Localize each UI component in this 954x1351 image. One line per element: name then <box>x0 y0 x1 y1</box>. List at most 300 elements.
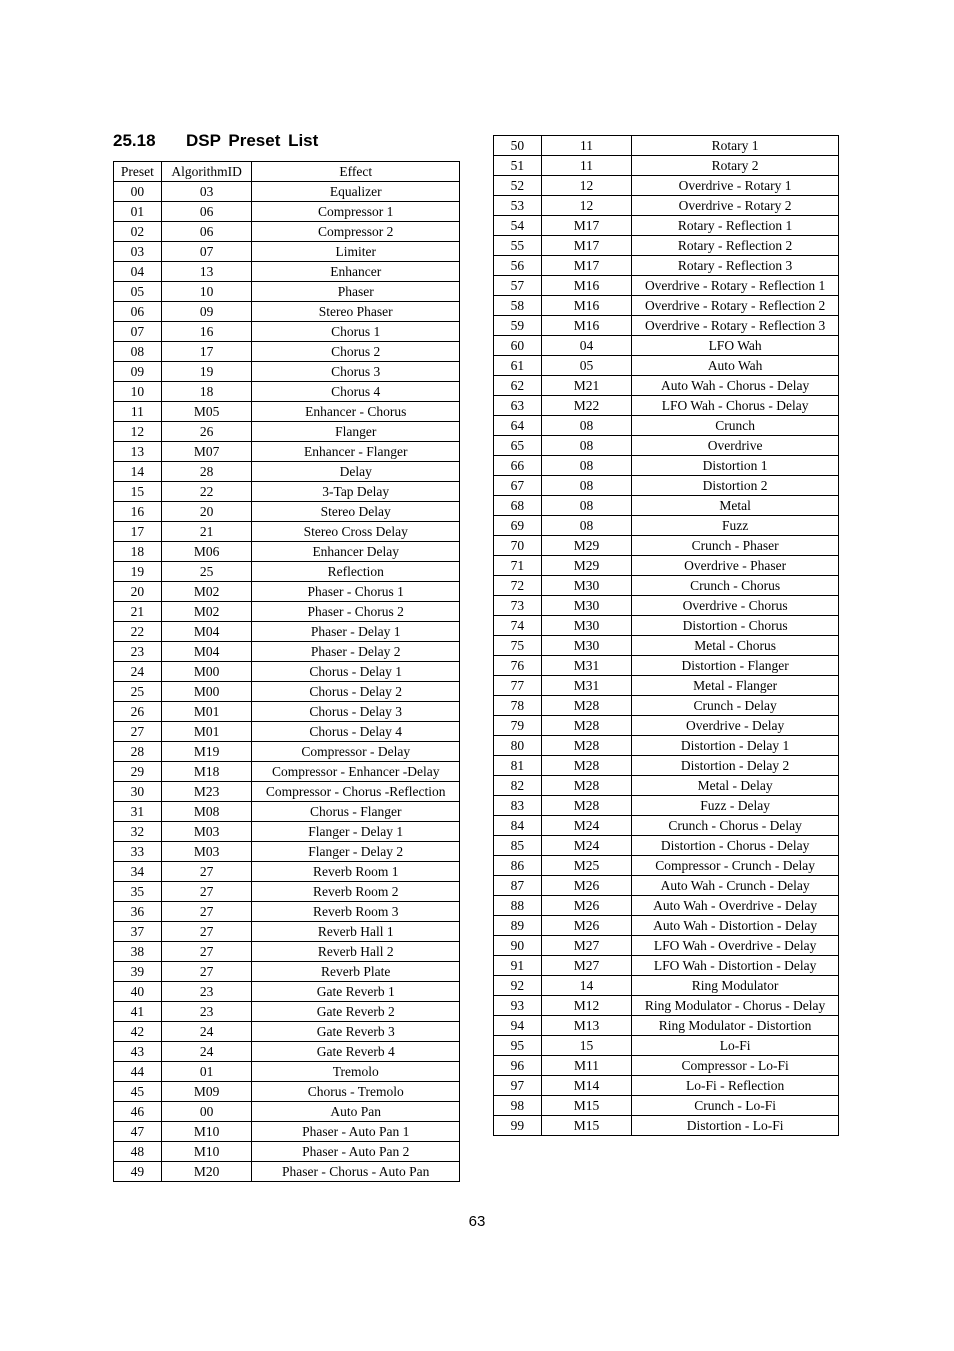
effect-cell: Rotary - Reflection 2 <box>632 236 839 256</box>
table-row <box>114 702 460 722</box>
table-row <box>114 1102 460 1122</box>
preset-cell: 97 <box>494 1076 542 1096</box>
effect-cell: Ring Modulator <box>632 976 839 996</box>
algorithm-id-cell: 16 <box>161 322 252 342</box>
table-row <box>494 336 839 356</box>
table-row <box>114 262 460 282</box>
effect-cell: Auto Wah - Distortion - Delay <box>632 916 839 936</box>
effect-cell: Rotary - Reflection 1 <box>632 216 839 236</box>
table-row <box>114 922 460 942</box>
algorithm-id-cell: M30 <box>541 596 631 616</box>
preset-cell: 05 <box>114 282 162 302</box>
preset-cell: 40 <box>114 982 162 1002</box>
effect-cell: Ring Modulator - Distortion <box>632 1016 839 1036</box>
algorithm-id-cell: M17 <box>541 236 631 256</box>
effect-cell: LFO Wah - Chorus - Delay <box>632 396 839 416</box>
table-row <box>494 136 839 156</box>
table-row <box>114 1042 460 1062</box>
effect-cell: Metal - Chorus <box>632 636 839 656</box>
preset-cell: 18 <box>114 542 162 562</box>
effect-cell: Distortion - Flanger <box>632 656 839 676</box>
algorithm-id-cell: M27 <box>541 956 631 976</box>
table-row <box>494 236 839 256</box>
effect-cell: Equalizer <box>252 182 460 202</box>
preset-cell: 14 <box>114 462 162 482</box>
preset-cell: 13 <box>114 442 162 462</box>
preset-cell: 10 <box>114 382 162 402</box>
effect-cell: Reflection <box>252 562 460 582</box>
table-row <box>494 256 839 276</box>
table-row <box>494 616 839 636</box>
preset-cell: 03 <box>114 242 162 262</box>
algorithm-id-cell: M22 <box>541 396 631 416</box>
effect-cell: Tremolo <box>252 1062 460 1082</box>
table-row <box>114 822 460 842</box>
effect-cell: LFO Wah - Distortion - Delay <box>632 956 839 976</box>
table-row <box>114 242 460 262</box>
effect-cell: Chorus 2 <box>252 342 460 362</box>
table-row <box>114 902 460 922</box>
table-row <box>114 942 460 962</box>
algorithm-id-cell: 05 <box>541 356 631 376</box>
preset-cell: 63 <box>494 396 542 416</box>
effect-cell: LFO Wah <box>632 336 839 356</box>
preset-cell: 06 <box>114 302 162 322</box>
table-row <box>494 936 839 956</box>
algorithm-id-cell: M11 <box>541 1056 631 1076</box>
algorithm-id-cell: 23 <box>161 982 252 1002</box>
algorithm-id-cell: 27 <box>161 862 252 882</box>
effect-cell: Flanger - Delay 2 <box>252 842 460 862</box>
preset-cell: 91 <box>494 956 542 976</box>
table-row <box>114 442 460 462</box>
preset-cell: 31 <box>114 802 162 822</box>
table-row <box>494 156 839 176</box>
table-row <box>114 402 460 422</box>
effect-cell: 3-Tap Delay <box>252 482 460 502</box>
algorithm-id-cell: M00 <box>161 662 252 682</box>
table-row <box>494 576 839 596</box>
algorithm-id-cell: M14 <box>541 1076 631 1096</box>
effect-cell: Distortion - Delay 2 <box>632 756 839 776</box>
algorithm-id-cell: M16 <box>541 316 631 336</box>
algorithm-id-cell: M00 <box>161 682 252 702</box>
table-row <box>114 1062 460 1082</box>
algorithm-id-cell: 06 <box>161 222 252 242</box>
effect-cell: Lo-Fi - Reflection <box>632 1076 839 1096</box>
effect-cell: Rotary 1 <box>632 136 839 156</box>
preset-cell: 46 <box>114 1102 162 1122</box>
preset-cell: 52 <box>494 176 542 196</box>
algorithm-id-cell: 13 <box>161 262 252 282</box>
preset-cell: 68 <box>494 496 542 516</box>
algorithm-id-cell: 12 <box>541 196 631 216</box>
table-row <box>494 1116 839 1136</box>
preset-cell: 60 <box>494 336 542 356</box>
table-row <box>114 722 460 742</box>
table-row <box>114 1022 460 1042</box>
table-row <box>114 1162 460 1182</box>
algorithm-id-cell: M04 <box>161 622 252 642</box>
table-row <box>494 556 839 576</box>
algorithm-id-cell: M28 <box>541 696 631 716</box>
table-row <box>114 282 460 302</box>
effect-cell: Distortion 1 <box>632 456 839 476</box>
preset-cell: 09 <box>114 362 162 382</box>
table-row <box>494 216 839 236</box>
preset-cell: 19 <box>114 562 162 582</box>
algorithm-id-cell: M21 <box>541 376 631 396</box>
effect-cell: Compressor - Enhancer -Delay <box>252 762 460 782</box>
algorithm-id-cell: M08 <box>161 802 252 822</box>
algorithm-id-cell: M19 <box>161 742 252 762</box>
effect-cell: Distortion - Lo-Fi <box>632 1116 839 1136</box>
preset-cell: 82 <box>494 776 542 796</box>
table-row <box>114 1002 460 1022</box>
table-row <box>494 1076 839 1096</box>
effect-cell: Stereo Delay <box>252 502 460 522</box>
table-row <box>494 976 839 996</box>
effect-cell: Stereo Phaser <box>252 302 460 322</box>
effect-cell: Flanger <box>252 422 460 442</box>
algorithm-id-cell: 08 <box>541 496 631 516</box>
algorithm-id-cell: M25 <box>541 856 631 876</box>
preset-cell: 66 <box>494 456 542 476</box>
table-row <box>114 882 460 902</box>
effect-cell: Lo-Fi <box>632 1036 839 1056</box>
effect-cell: Flanger - Delay 1 <box>252 822 460 842</box>
algorithm-id-cell: M02 <box>161 582 252 602</box>
algorithm-id-cell: 08 <box>541 456 631 476</box>
preset-cell: 71 <box>494 556 542 576</box>
effect-cell: Reverb Room 3 <box>252 902 460 922</box>
preset-cell: 30 <box>114 782 162 802</box>
algorithm-id-cell: M10 <box>161 1122 252 1142</box>
table-row <box>494 436 839 456</box>
effect-cell: Phaser - Chorus 1 <box>252 582 460 602</box>
page-number: 63 <box>468 1213 486 1230</box>
effect-cell: Limiter <box>252 242 460 262</box>
effect-cell: Compressor - Delay <box>252 742 460 762</box>
preset-cell: 49 <box>114 1162 162 1182</box>
preset-cell: 41 <box>114 1002 162 1022</box>
table-row <box>114 862 460 882</box>
effect-cell: Fuzz - Delay <box>632 796 839 816</box>
effect-cell: Enhancer Delay <box>252 542 460 562</box>
preset-table-right <box>493 135 839 1136</box>
table-row <box>114 762 460 782</box>
table-row <box>114 202 460 222</box>
section-heading <box>113 128 318 154</box>
preset-cell: 64 <box>494 416 542 436</box>
preset-cell: 62 <box>494 376 542 396</box>
algorithm-id-cell: M10 <box>161 1142 252 1162</box>
preset-cell: 27 <box>114 722 162 742</box>
preset-cell: 53 <box>494 196 542 216</box>
algorithm-id-cell: 27 <box>161 942 252 962</box>
effect-cell: Crunch - Delay <box>632 696 839 716</box>
effect-cell: Chorus - Delay 4 <box>252 722 460 742</box>
table-row <box>494 636 839 656</box>
preset-cell: 24 <box>114 662 162 682</box>
effect-cell: Phaser - Delay 2 <box>252 642 460 662</box>
effect-cell: Phaser - Chorus - Auto Pan <box>252 1162 460 1182</box>
table-row <box>114 482 460 502</box>
effect-cell: Overdrive - Rotary - Reflection 1 <box>632 276 839 296</box>
table-row <box>114 582 460 602</box>
table-row <box>494 916 839 936</box>
table-row <box>494 196 839 216</box>
preset-cell: 94 <box>494 1016 542 1036</box>
table-row <box>114 1142 460 1162</box>
table-row <box>114 302 460 322</box>
algorithm-id-cell: 27 <box>161 882 252 902</box>
preset-cell: 12 <box>114 422 162 442</box>
preset-cell: 57 <box>494 276 542 296</box>
effect-cell: Overdrive <box>632 436 839 456</box>
section-title: DSP Preset List <box>186 131 319 150</box>
table-row <box>114 962 460 982</box>
table-row <box>114 342 460 362</box>
algorithm-id-cell: M17 <box>541 216 631 236</box>
effect-cell: Crunch - Chorus - Delay <box>632 816 839 836</box>
table-row <box>494 536 839 556</box>
effect-cell: Reverb Room 2 <box>252 882 460 902</box>
preset-cell: 08 <box>114 342 162 362</box>
preset-cell: 15 <box>114 482 162 502</box>
preset-cell: 17 <box>114 522 162 542</box>
preset-cell: 81 <box>494 756 542 776</box>
effect-cell: Distortion - Chorus <box>632 616 839 636</box>
preset-cell: 79 <box>494 716 542 736</box>
algorithm-id-cell: 24 <box>161 1022 252 1042</box>
effect-cell: Gate Reverb 2 <box>252 1002 460 1022</box>
preset-cell: 23 <box>114 642 162 662</box>
algorithm-id-cell: 00 <box>161 1102 252 1122</box>
algorithm-id-cell: 10 <box>161 282 252 302</box>
algorithm-id-cell: M26 <box>541 896 631 916</box>
preset-cell: 34 <box>114 862 162 882</box>
effect-cell: Crunch - Chorus <box>632 576 839 596</box>
effect-cell: LFO Wah - Overdrive - Delay <box>632 936 839 956</box>
section-number: 25.18 <box>113 131 156 150</box>
effect-cell: Reverb Hall 1 <box>252 922 460 942</box>
algorithm-id-cell: M02 <box>161 602 252 622</box>
preset-cell: 47 <box>114 1122 162 1142</box>
effect-cell: Auto Wah - Chorus - Delay <box>632 376 839 396</box>
effect-cell: Reverb Room 1 <box>252 862 460 882</box>
table-row <box>114 1122 460 1142</box>
table-row <box>494 276 839 296</box>
algorithm-id-cell: M28 <box>541 716 631 736</box>
table-row <box>494 376 839 396</box>
effect-cell: Compressor - Crunch - Delay <box>632 856 839 876</box>
algorithm-id-cell: M07 <box>161 442 252 462</box>
table-row <box>494 696 839 716</box>
effect-cell: Auto Pan <box>252 1102 460 1122</box>
effect-cell: Distortion 2 <box>632 476 839 496</box>
effect-cell: Overdrive - Rotary - Reflection 2 <box>632 296 839 316</box>
effect-cell: Enhancer <box>252 262 460 282</box>
algorithm-id-cell: M03 <box>161 842 252 862</box>
algorithm-id-cell: 19 <box>161 362 252 382</box>
table-row <box>114 642 460 662</box>
algorithm-id-cell: M28 <box>541 796 631 816</box>
effect-cell: Compressor - Chorus -Reflection <box>252 782 460 802</box>
effect-cell: Distortion - Chorus - Delay <box>632 836 839 856</box>
preset-cell: 95 <box>494 1036 542 1056</box>
table-row <box>494 716 839 736</box>
table-row <box>494 836 839 856</box>
effect-cell: Metal <box>632 496 839 516</box>
preset-cell: 42 <box>114 1022 162 1042</box>
preset-cell: 61 <box>494 356 542 376</box>
algorithm-id-cell: 24 <box>161 1042 252 1062</box>
preset-cell: 83 <box>494 796 542 816</box>
preset-cell: 26 <box>114 702 162 722</box>
effect-cell: Compressor - Lo-Fi <box>632 1056 839 1076</box>
algorithm-id-cell: 09 <box>161 302 252 322</box>
preset-cell: 55 <box>494 236 542 256</box>
algorithm-id-cell: 12 <box>541 176 631 196</box>
algorithm-id-cell: M16 <box>541 276 631 296</box>
effect-cell: Overdrive - Phaser <box>632 556 839 576</box>
algorithm-id-cell: M06 <box>161 542 252 562</box>
preset-cell: 45 <box>114 1082 162 1102</box>
algorithm-id-cell: 15 <box>541 1036 631 1056</box>
preset-cell: 72 <box>494 576 542 596</box>
table-row <box>494 776 839 796</box>
algorithm-id-cell: M05 <box>161 402 252 422</box>
preset-cell: 85 <box>494 836 542 856</box>
effect-cell: Overdrive - Rotary 2 <box>632 196 839 216</box>
table-row <box>494 736 839 756</box>
algorithm-id-cell: M09 <box>161 1082 252 1102</box>
table-row <box>114 182 460 202</box>
effect-cell: Auto Wah - Crunch - Delay <box>632 876 839 896</box>
algorithm-id-cell: M01 <box>161 702 252 722</box>
effect-cell: Compressor 2 <box>252 222 460 242</box>
algorithm-id-cell: 27 <box>161 922 252 942</box>
algorithm-id-cell: M30 <box>541 636 631 656</box>
algorithm-id-cell: M31 <box>541 676 631 696</box>
preset-cell: 77 <box>494 676 542 696</box>
preset-cell: 36 <box>114 902 162 922</box>
effect-cell: Metal - Flanger <box>632 676 839 696</box>
preset-cell: 93 <box>494 996 542 1016</box>
algorithm-id-cell: 04 <box>541 336 631 356</box>
algorithm-id-cell: M18 <box>161 762 252 782</box>
algorithm-id-cell: 14 <box>541 976 631 996</box>
algorithm-id-cell: M17 <box>541 256 631 276</box>
algorithm-id-cell: M31 <box>541 656 631 676</box>
preset-cell: 86 <box>494 856 542 876</box>
table-body-right <box>494 136 839 1136</box>
preset-cell: 59 <box>494 316 542 336</box>
effect-cell: Metal - Delay <box>632 776 839 796</box>
effect-cell: Overdrive - Chorus <box>632 596 839 616</box>
preset-cell: 50 <box>494 136 542 156</box>
effect-cell: Chorus - Delay 2 <box>252 682 460 702</box>
preset-cell: 92 <box>494 976 542 996</box>
algorithm-id-cell: M30 <box>541 616 631 636</box>
header-effect: Effect <box>252 162 460 182</box>
effect-cell: Chorus - Delay 3 <box>252 702 460 722</box>
effect-cell: Delay <box>252 462 460 482</box>
table-row <box>114 222 460 242</box>
algorithm-id-cell: M13 <box>541 1016 631 1036</box>
preset-cell: 99 <box>494 1116 542 1136</box>
preset-cell: 22 <box>114 622 162 642</box>
table-row <box>114 622 460 642</box>
table-row <box>494 896 839 916</box>
effect-cell: Auto Wah <box>632 356 839 376</box>
algorithm-id-cell: 27 <box>161 962 252 982</box>
effect-cell: Overdrive - Rotary - Reflection 3 <box>632 316 839 336</box>
table-row <box>494 1096 839 1116</box>
algorithm-id-cell: 06 <box>161 202 252 222</box>
table-row <box>114 602 460 622</box>
preset-cell: 29 <box>114 762 162 782</box>
table-row <box>114 682 460 702</box>
preset-cell: 35 <box>114 882 162 902</box>
algorithm-id-cell: M29 <box>541 556 631 576</box>
algorithm-id-cell: 28 <box>161 462 252 482</box>
algorithm-id-cell: M15 <box>541 1096 631 1116</box>
effect-cell: Chorus - Flanger <box>252 802 460 822</box>
header-row <box>114 162 460 182</box>
effect-cell: Chorus 3 <box>252 362 460 382</box>
effect-cell: Compressor 1 <box>252 202 460 222</box>
table-row <box>114 462 460 482</box>
preset-cell: 78 <box>494 696 542 716</box>
effect-cell: Overdrive - Rotary 1 <box>632 176 839 196</box>
algorithm-id-cell: 07 <box>161 242 252 262</box>
table-row <box>494 1056 839 1076</box>
table-row <box>114 422 460 442</box>
effect-cell: Crunch <box>632 416 839 436</box>
preset-cell: 67 <box>494 476 542 496</box>
effect-cell: Enhancer - Chorus <box>252 402 460 422</box>
preset-cell: 96 <box>494 1056 542 1076</box>
table-row <box>494 996 839 1016</box>
preset-cell: 38 <box>114 942 162 962</box>
algorithm-id-cell: 27 <box>161 902 252 922</box>
effect-cell: Chorus - Delay 1 <box>252 662 460 682</box>
algorithm-id-cell: 08 <box>541 416 631 436</box>
table-row <box>114 1082 460 1102</box>
preset-cell: 32 <box>114 822 162 842</box>
preset-cell: 01 <box>114 202 162 222</box>
table-row <box>114 522 460 542</box>
algorithm-id-cell: 21 <box>161 522 252 542</box>
algorithm-id-cell: 11 <box>541 136 631 156</box>
table-row <box>494 816 839 836</box>
effect-cell: Ring Modulator - Chorus - Delay <box>632 996 839 1016</box>
table-row <box>494 476 839 496</box>
preset-cell: 43 <box>114 1042 162 1062</box>
table-row <box>114 362 460 382</box>
table-row <box>114 662 460 682</box>
effect-cell: Enhancer - Flanger <box>252 442 460 462</box>
effect-cell: Phaser - Chorus 2 <box>252 602 460 622</box>
preset-cell: 54 <box>494 216 542 236</box>
preset-cell: 48 <box>114 1142 162 1162</box>
preset-cell: 88 <box>494 896 542 916</box>
algorithm-id-cell: 18 <box>161 382 252 402</box>
preset-cell: 20 <box>114 582 162 602</box>
effect-cell: Chorus 1 <box>252 322 460 342</box>
